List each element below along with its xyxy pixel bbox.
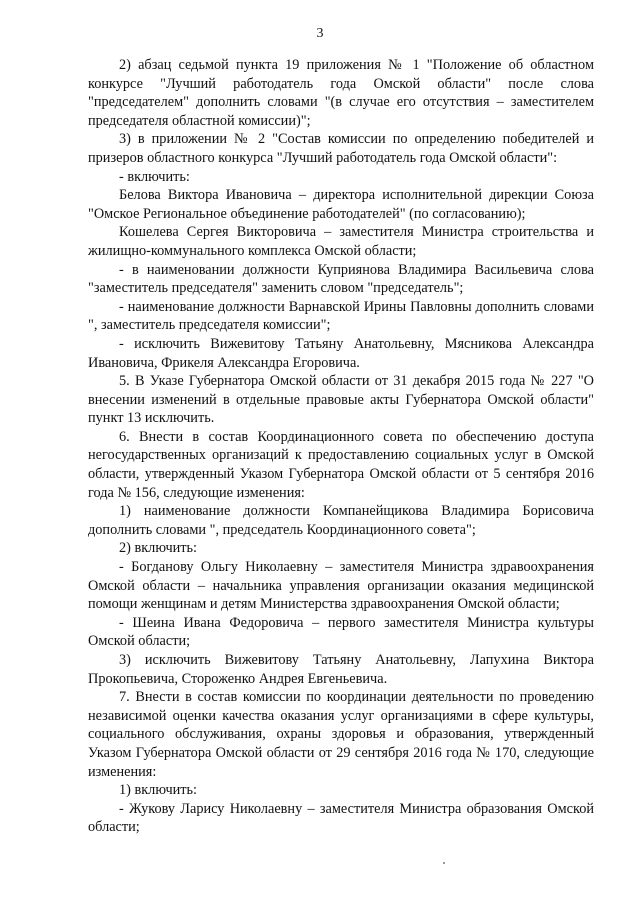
paragraph-shein: - Шеина Ивана Федоровича – первого заместителя Министра культуры Омской области; bbox=[88, 614, 594, 650]
paragraph-bogdanova: - Богданову Ольгу Николаевну – заместителя Министра здравоохранения Омской области – начальника управления организации оказания медицинской помощи женщинам и детям Министерства здравоохранения Омской области; bbox=[88, 559, 594, 613]
paragraph-koshelev: Кошелева Сергея Викторовича – заместителя Министра строительства и жилищно-коммунального комплекса Омской области; bbox=[88, 224, 594, 259]
paragraph-6-1: 1) наименование должности Компанейщикова Владимира Борисовича дополнить словами ", председатель Координационного совета"; bbox=[88, 503, 594, 538]
paragraph-5: 5. В Указе Губернатора Омской области от 31 декабря 2015 года № 227 "О внесении изменений в отдельные правовые акты Губернатора Омской области" пункт 13 исключить. bbox=[88, 373, 594, 427]
paragraph-2-abzac: 2) абзац седьмой пункта 19 приложения № 1 "Положение об областном конкурсе "Лучший работодатель года Омской области" после слова "председателем" дополнить словами "(в случае его отсутствия – заместителем председателя областной комиссии)"; bbox=[88, 57, 594, 129]
paragraph-3-prilozhenie: 3) в приложении № 2 "Состав комиссии по определению победителей и призеров областного конкурса "Лучший работодатель года Омской области": bbox=[88, 131, 594, 166]
paragraph-kupriyanov: - в наименовании должности Куприянова Владимира Васильевича слова "заместитель председателя" заменить словом "председатель"; bbox=[88, 261, 594, 297]
paragraph-isklyuchit-1: - исключить Вижевитову Татьяну Анатольевну, Мясникова Александра Ивановича, Фрикеля Александра Егоровича. bbox=[88, 335, 594, 371]
paragraph-varnavskaya: - наименование должности Варнавской Ирины Павловны дополнить словами ", заместитель председателя комиссии"; bbox=[88, 298, 594, 334]
document-body bbox=[88, 56, 594, 837]
paragraph-vklyuchit: - включить: bbox=[119, 168, 190, 185]
paragraph-belov: Белова Виктора Ивановича – директора исполнительной дирекции Союза "Омское Региональное объединение работодателей" (по согласованию); bbox=[88, 187, 594, 222]
paragraph-6: 6. Внести в состав Координационного совета по обеспечению доступа негосударственных организаций к предоставлению социальных услуг в Омской области, утвержденный Указом Губернатора Омской области от 5 сентября 2016 года № 156, следующие изменения: bbox=[88, 428, 594, 501]
paragraph-7-1: 1) включить: bbox=[119, 782, 198, 799]
paragraph-7: 7. Внести в состав комиссии по координации деятельности по проведению независимой оценки качества оказания услуг организациями в сфере культуры, социального обслуживания, охраны здоровья и образования, утвержденный Указом Губернатора Омской области от 29 сентября 2016 года № 170, следующие изменения: bbox=[88, 689, 594, 780]
paragraph-6-3: 3) исключить Вижевитову Татьяну Анатольевну, Лапухина Виктора Прокопьевича, Стороженко Андрея Евгеньевича. bbox=[88, 652, 594, 687]
paragraph-6-2: 2) включить: bbox=[119, 540, 198, 557]
paragraph-zhukova: - Жукову Ларису Николаевну – заместителя Министра образования Омской области; bbox=[88, 800, 594, 836]
scan-speck bbox=[443, 862, 445, 864]
page-number: 3 bbox=[316, 26, 324, 41]
